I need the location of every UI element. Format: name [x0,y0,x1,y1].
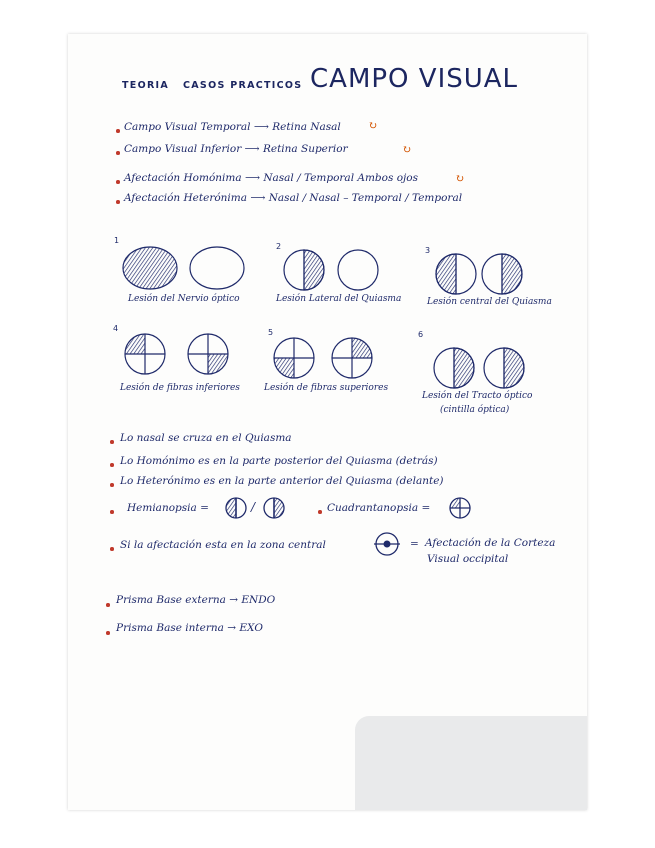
figure-number-4: 4 [113,324,119,333]
header-teoria: TEORIA [122,80,170,91]
bullet-icon [106,631,110,635]
rotate-arrow-icon: ↻ [402,143,412,156]
note-line-7: Lo Heterónimo es en la parte anterior del Quiasma (delante) [120,475,444,487]
bullet-icon [106,603,110,607]
caption-fig-5: Lesión de fibras superiores [264,383,389,393]
visual-field-diagram-central-chiasm [434,252,526,296]
bullet-icon [110,510,114,514]
bullet-icon [318,510,322,514]
note-line-3: Afectación Homónima ⟶ Nasal / Temporal Ambos ojos [124,172,418,184]
rotate-arrow-icon: ↻ [455,172,465,185]
visual-field-diagram-superior-fibers [272,336,376,380]
figure-number-3: 3 [425,246,431,255]
page-shadow-overlay [355,716,587,810]
caption-fig-6: Lesión del Tracto óptico [422,391,533,401]
bullet-icon [116,151,120,155]
bullet-icon [110,483,114,487]
note-line-4: Afectación Heterónima ⟶ Nasal / Nasal – Temporal / Temporal [124,192,463,204]
page-title: CAMPO VISUAL [310,64,519,94]
visual-field-diagram-inferior-fibers [123,332,233,376]
bullet-icon [110,547,114,551]
header-casos-practicos: CASOS PRACTICOS [183,80,303,91]
note-line-1: Campo Visual Temporal ⟶ Retina Nasal [124,121,341,133]
hemianopsia-symbol-1 [225,497,247,519]
figure-number-2: 2 [276,242,282,251]
prism-line-1: Prisma Base externa → ENDO [116,594,276,606]
caption-fig-1: Lesión del Nervio óptico [128,294,240,304]
visual-field-diagram-lateral-chiasm [282,248,382,292]
hemianopsia-label: Hemianopsia = [127,502,209,514]
bullet-icon [110,463,114,467]
prism-line-2: Prisma Base interna → EXO [116,622,263,634]
bullet-icon [116,200,120,204]
central-result-line-2: Visual occipital [427,553,509,565]
figure-number-5: 5 [268,328,274,337]
bullet-icon [110,440,114,444]
central-eq: = [410,538,419,550]
note-line-6: Lo Homónimo es en la parte posterior del Quiasma (detrás) [120,455,438,467]
quadrantanopsia-label: Cuadrantanopsia = [327,502,431,514]
central-result-line-1: Afectación de la Corteza [425,537,556,549]
quadrantanopsia-symbol [448,497,472,519]
caption-fig-6-sub: (cintilla óptica) [440,405,510,415]
note-line-5: Lo nasal se cruza en el Quiasma [120,432,292,444]
hemianopsia-separator: / [251,500,256,514]
caption-fig-2: Lesión Lateral del Quiasma [276,294,402,304]
caption-fig-4: Lesión de fibras inferiores [120,383,240,393]
caption-fig-3: Lesión central del Quiasma [427,297,552,307]
bullet-icon [116,180,120,184]
figure-number-6: 6 [418,330,424,339]
central-scotoma-symbol [371,532,403,556]
note-line-2: Campo Visual Inferior ⟶ Retina Superior [124,143,348,155]
rotate-arrow-icon: ↻ [368,119,378,132]
hemianopsia-symbol-2 [263,497,285,519]
visual-field-diagram-optic-nerve [122,244,248,292]
visual-field-diagram-optic-tract [432,346,528,390]
figure-number-1: 1 [114,236,120,245]
bullet-icon [116,129,120,133]
central-lesion-label: Si la afectación esta en la zona central [120,539,326,551]
